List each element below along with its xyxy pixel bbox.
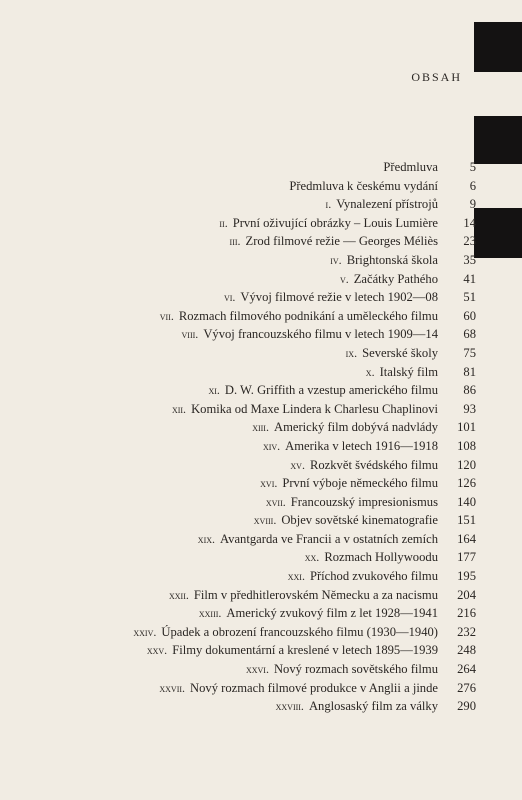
chapter-title: Americký film dobývá nadvlády [273, 420, 438, 435]
chapter-title: Italský film [379, 364, 438, 379]
chapter-title: Nový rozmach filmové produkce v Anglii a jinde [190, 680, 438, 695]
page-number: 101 [457, 420, 476, 435]
chapter-number: xxiv. [133, 624, 157, 639]
toc-entry [90, 567, 476, 586]
chapter-number: xxvi. [245, 662, 269, 677]
page-number: 216 [457, 606, 476, 621]
toc-entry [90, 623, 476, 642]
chapter-number: xxv. [146, 643, 168, 658]
chapter-number: xvi. [260, 476, 278, 491]
page-number: 276 [457, 680, 476, 695]
page-number: 35 [463, 252, 476, 267]
chapter-number: xx. [304, 550, 320, 565]
toc-entry [90, 474, 476, 493]
chapter-number: i. [325, 197, 332, 212]
chapter-title: Avantgarda ve Francii a v ostatních zemích [220, 531, 438, 546]
chapter-number: ii. [219, 215, 228, 230]
chapter-title: Úpadek a obrození francouzského filmu (1930—1940) [161, 624, 438, 639]
chapter-number: vi. [223, 290, 236, 305]
chapter-title: Anglosaský film za války [308, 699, 438, 714]
page-number: 51 [463, 290, 476, 305]
toc-entry [90, 158, 476, 177]
page-number: 195 [457, 569, 476, 584]
chapter-number: xxvii. [159, 680, 186, 695]
page-number: 151 [457, 513, 476, 528]
page-number: 75 [463, 345, 476, 360]
toc-entry [90, 232, 476, 251]
toc-entry [90, 660, 476, 679]
page-number: 126 [457, 476, 476, 491]
page-number: 5 [469, 160, 476, 174]
toc-entry [90, 344, 476, 363]
chapter-number: xii. [171, 401, 187, 416]
toc-entry [90, 493, 476, 512]
chapter-number: v. [339, 271, 349, 286]
table-of-contents [90, 158, 476, 716]
toc-entry [90, 586, 476, 605]
toc-entry [90, 604, 476, 623]
chapter-number: xix. [197, 531, 216, 546]
chapter-title: První výboje německého filmu [282, 476, 438, 491]
page-number: 140 [457, 494, 476, 509]
toc-entry [90, 214, 476, 233]
page-number: 93 [463, 401, 476, 416]
page-number: 177 [457, 550, 476, 565]
toc-entry [90, 679, 476, 698]
page-number: 120 [457, 457, 476, 472]
chapter-title: Vynalezení přístrojů [336, 197, 438, 212]
chapter-title: Objev sovětské kinematografie [281, 513, 438, 528]
toc-entry [90, 307, 476, 326]
chapter-title: Předmluva [383, 160, 438, 174]
chapter-title: Vývoj filmové režie v letech 1902—08 [240, 290, 438, 305]
chapter-title: Rozmach Hollywoodu [324, 550, 438, 565]
chapter-number: xxiii. [198, 606, 222, 621]
chapter-title: D. W. Griffith a vzestup amerického filmu [224, 383, 438, 398]
chapter-title: Rozmach filmového podnikání a uměleckého filmu [178, 308, 438, 323]
page-number: 60 [463, 308, 476, 323]
page-number: 68 [463, 327, 476, 342]
chapter-number: vii. [159, 308, 174, 323]
chapter-number: xxviii. [275, 699, 304, 714]
page-number: 248 [457, 643, 476, 658]
chapter-number: xi. [208, 383, 220, 398]
chapter-title: Vývoj francouzského filmu v letech 1909—14 [203, 327, 438, 342]
chapter-number: xvii. [265, 494, 286, 509]
page-title: OBSAH [411, 70, 462, 84]
toc-entry [90, 437, 476, 456]
chapter-number: viii. [181, 327, 199, 342]
thumb-index-tab [474, 208, 522, 258]
chapter-number: ix. [345, 345, 358, 360]
page-number: 232 [457, 624, 476, 639]
toc-entry [90, 195, 476, 214]
toc-entry [90, 325, 476, 344]
page-number: 108 [457, 438, 476, 453]
chapter-title: Severské školy [362, 345, 438, 360]
toc-entry [90, 288, 476, 307]
chapter-title: Předmluva k českému vydání [289, 178, 438, 193]
chapter-title: Filmy dokumentární a kreslené v letech 1895—1939 [172, 643, 438, 658]
chapter-title: Příchod zvukového filmu [309, 569, 438, 584]
toc-entry [90, 530, 476, 549]
toc-entry [90, 548, 476, 567]
toc-entry [90, 177, 476, 196]
toc-entry [90, 270, 476, 289]
chapter-title: První oživující obrázky – Louis Lumière [232, 215, 438, 230]
toc-entry [90, 511, 476, 530]
toc-entry [90, 697, 476, 716]
chapter-number: xxi. [287, 569, 305, 584]
toc-entry [90, 456, 476, 475]
toc-entry [90, 363, 476, 382]
chapter-title: Francouzský impresionismus [290, 494, 438, 509]
page-number: 86 [463, 383, 476, 398]
toc-entry [90, 418, 476, 437]
page-number: 23 [463, 234, 476, 249]
chapter-title: Film v předhitlerovském Německu a za nacismu [193, 587, 438, 602]
chapter-number: xiv. [262, 438, 281, 453]
chapter-title: Začátky Pathého [353, 271, 438, 286]
chapter-title: Amerika v letech 1916—1918 [285, 438, 438, 453]
page-number: 290 [457, 699, 476, 714]
page-number: 81 [463, 364, 476, 379]
page-number: 14 [463, 215, 476, 230]
chapter-number: xv. [290, 457, 305, 472]
chapter-title: Nový rozmach sovětského filmu [273, 662, 438, 677]
chapter-number: xviii. [253, 513, 277, 528]
chapter-title: Zrod filmové režie — Georges Méliès [245, 234, 438, 249]
toc-entry [90, 641, 476, 660]
thumb-index-tab [474, 22, 522, 72]
chapter-number: xiii. [252, 420, 269, 435]
chapter-title: Brightonská škola [346, 252, 438, 267]
chapter-title: Rozkvět švédského filmu [309, 457, 438, 472]
toc-entry [90, 381, 476, 400]
page-number: 41 [463, 271, 476, 286]
chapter-title: Komika od Maxe Lindera k Charlesu Chaplinovi [191, 401, 438, 416]
page-number: 9 [469, 197, 476, 212]
chapter-title: Americký zvukový film z let 1928—1941 [226, 606, 438, 621]
page-number: 6 [469, 178, 476, 193]
page-number: 204 [457, 587, 476, 602]
chapter-number: iii. [229, 234, 241, 249]
page-number: 264 [457, 662, 476, 677]
toc-entry [90, 400, 476, 419]
thumb-index-tab [474, 116, 522, 164]
chapter-number: xxii. [169, 587, 189, 602]
chapter-number: x. [365, 364, 375, 379]
toc-entry [90, 251, 476, 270]
page-number: 164 [457, 531, 476, 546]
chapter-number: iv. [330, 252, 342, 267]
